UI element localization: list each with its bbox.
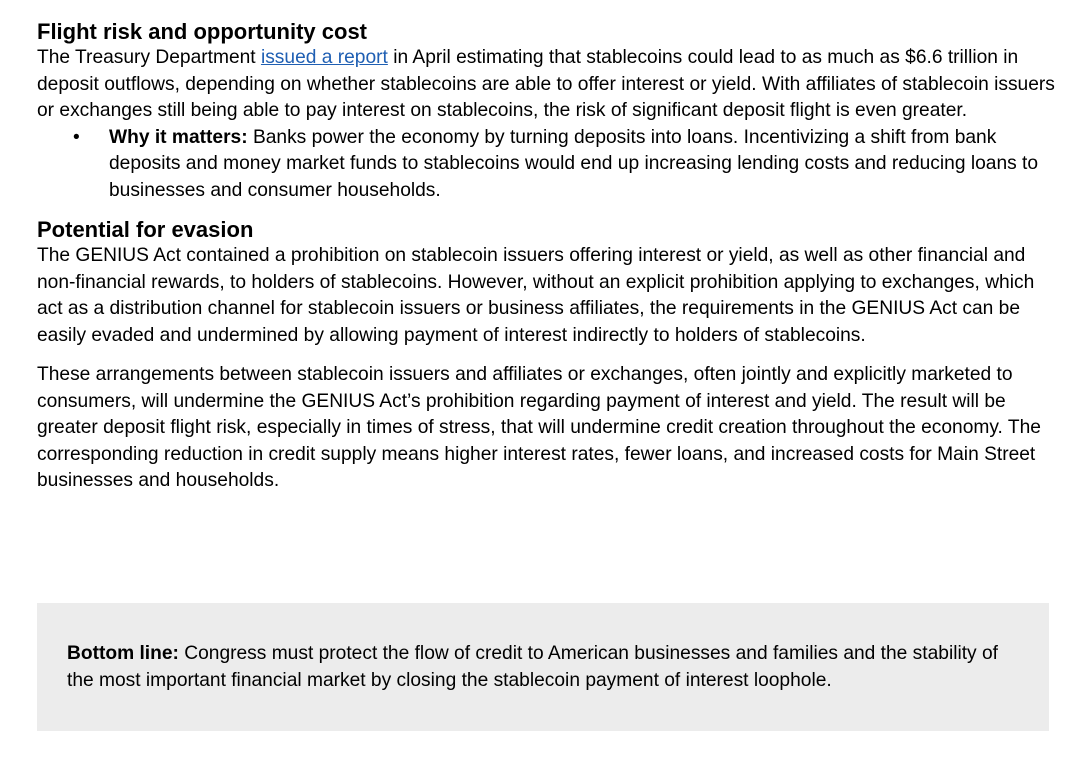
bottom-line-callout bbox=[37, 603, 1049, 731]
flight-risk-text-start: The Treasury Department bbox=[37, 47, 261, 68]
why-it-matters-bullet bbox=[37, 125, 1057, 205]
bottom-line-text: Congress must protect the flow of credit to American businesses and families and the stability of the most important financial market by closing the stablecoin payment of interest loophole. bbox=[67, 643, 998, 691]
evasion-paragraph-2: These arrangements between stablecoin issuers and affiliates or exchanges, often jointly and explicitly marketed to consumers, will undermine the GENIUS Act’s prohibition regarding payment of interest and yield. The result will be greater deposit flight risk, especially in times of stress, that will undermine credit creation throughout the economy. The corresponding reduction in credit supply means higher interest rates, fewer loans, and increased costs for Main Street businesses and households. bbox=[37, 364, 1041, 491]
bottom-line-label: Bottom line: bbox=[67, 643, 179, 664]
section-heading-evasion: Potential for evasion bbox=[37, 217, 254, 242]
evasion-paragraph-1: The GENIUS Act contained a prohibition on stablecoin issuers offering interest or yield, as well as other financial and non-financial rewards, to holders of stablecoins. However, without an explicit prohibition applying to exchanges, which act as a distribution channel for stablecoin issuers or business affiliates, the requirements in the GENIUS Act can be easily evaded and undermined by allowing payment of interest indirectly to holders of stablecoins. bbox=[37, 245, 1035, 346]
flight-risk-paragraph bbox=[37, 45, 1057, 125]
bullet-dot-icon: • bbox=[73, 126, 80, 148]
bottom-line-paragraph bbox=[67, 641, 1027, 694]
section-heading-flight-risk: Flight risk and opportunity cost bbox=[37, 19, 367, 44]
issued-report-link[interactable]: issued a report bbox=[260, 47, 388, 68]
why-it-matters-label: Why it matters: bbox=[109, 126, 248, 148]
flight-risk-text-end: in April estimating that stablecoins could lead to as much as $6.6 trillion in deposit outflows, depending on whether stablecoins are able to offer interest or yield. With affiliates of stablecoin issuers or exchanges still being able to pay interest on stablecoins, the risk of significant deposit flight is even greater. bbox=[37, 47, 1055, 121]
why-it-matters-text: Banks power the economy by turning deposits into loans. Incentivizing a shift from bank deposits and money market funds to stablecoins would end up increasing lending costs and reducing loans to businesses and consumer households. bbox=[109, 126, 1039, 201]
document-body bbox=[37, 18, 1057, 495]
